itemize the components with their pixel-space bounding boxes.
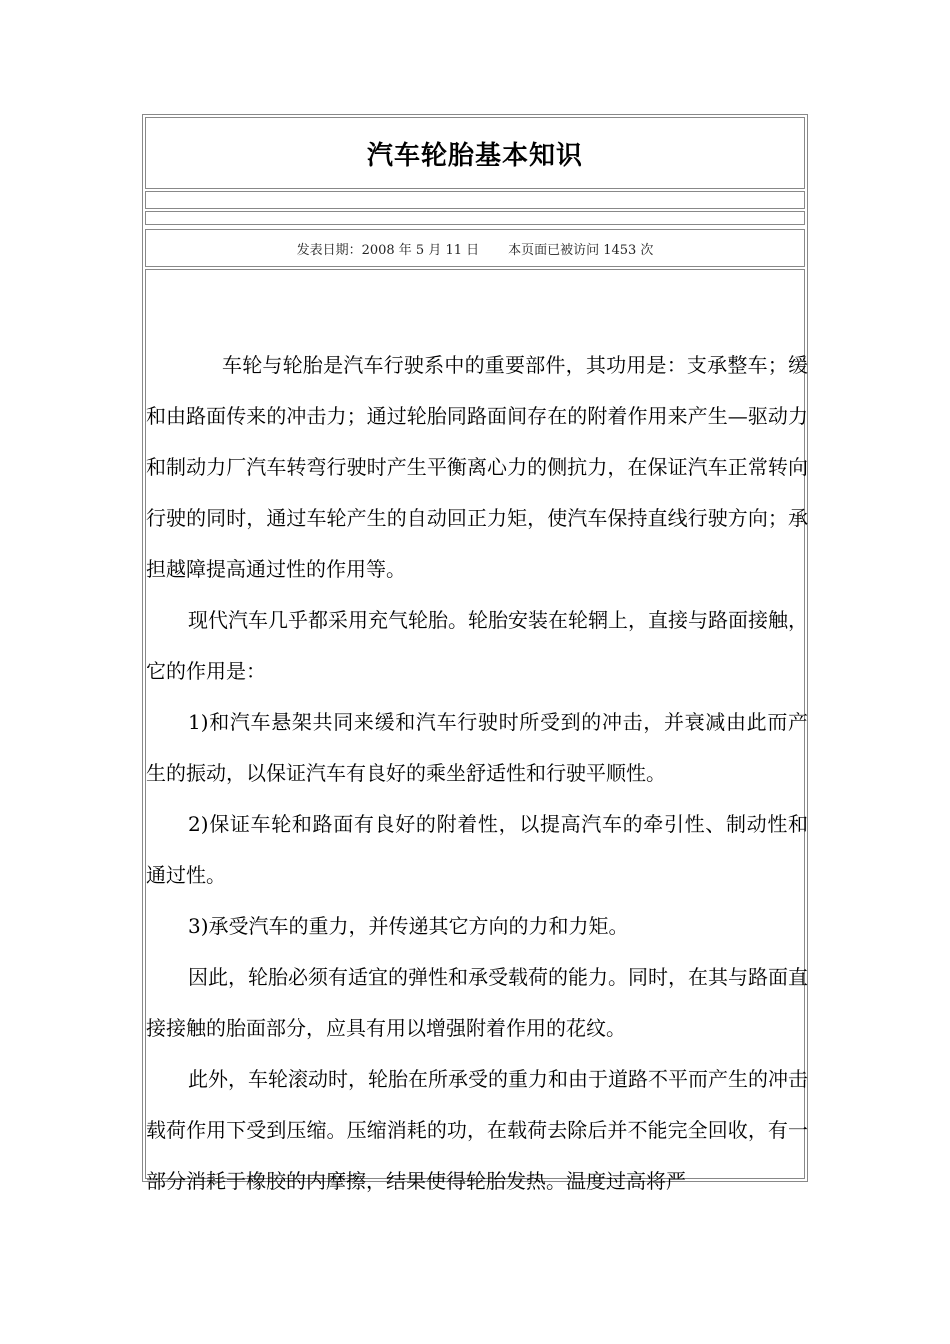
page-title: 汽车轮胎基本知识 (366, 140, 583, 171)
spacer-row (145, 191, 805, 209)
paragraph: 3)承受汽车的重力，并传递其它方向的力和力矩。 (188, 914, 629, 938)
meta-cell (145, 229, 805, 267)
paragraph: 2)保证车轮和路面有良好的附着性，以提高汽车的牵引性、制动性和通过性。 (146, 812, 808, 887)
article-table (142, 114, 808, 1193)
paragraph: 现代汽车几乎都采用充气轮胎。轮胎安装在轮辋上，直接与路面接触，它的作用是： (146, 608, 808, 683)
article-body (146, 340, 808, 1207)
spacer-row (145, 211, 805, 225)
paragraph: 车轮与轮胎是汽车行驶系中的重要部件，其功用是：支承整车；缓和由路面传来的冲击力；通过轮胎同路面间存在的附着作用来产生—驱动力和制动力厂汽车转弯行驶时产生平衡离心力的侧抗力，在保证汽车正常转向行驶的同时，通过车轮产生的自动回正力矩，使汽车保持直线行驶方向；承担越障提高通过性的作用等。 (146, 353, 808, 581)
title-cell (145, 117, 805, 189)
meta-gap (479, 241, 508, 256)
paragraph: 1)和汽车悬架共同来缓和汽车行驶时所受到的冲击，并衰减由此而产生的振动，以保证汽车有良好的乘坐舒适性和行驶平顺性。 (146, 710, 808, 785)
paragraph: 因此，轮胎必须有适宜的弹性和承受载荷的能力。同时，在其与路面直接接触的胎面部分，应具有用以增强附着作用的花纹。 (146, 965, 808, 1040)
body-cell (145, 269, 808, 1193)
paragraph: 此外，车轮滚动时，轮胎在所承受的重力和由于道路不平而产生的冲击载荷作用下受到压缩。压缩消耗的功，在载荷去除后并不能完全回收，有一部分消耗于橡胶的内摩擦，结果使得轮胎发热。温度过高将严 (146, 1067, 808, 1193)
visit-count: 本页面已被访问 1453 次 (508, 242, 654, 258)
publish-date: 发表日期：2008 年 5 月 11 日 (296, 242, 480, 258)
